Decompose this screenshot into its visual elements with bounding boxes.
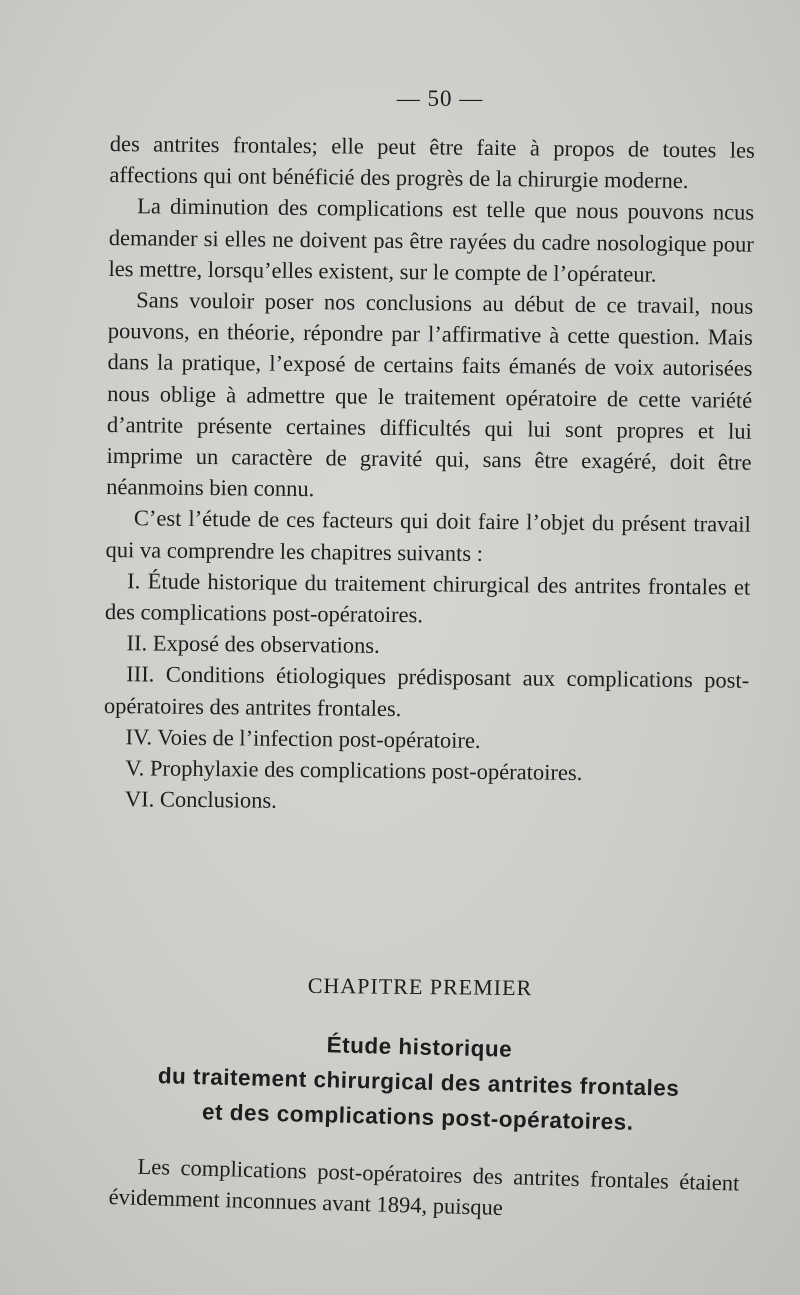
- paragraph: La diminution des complications est telle que nous pouvons ncus demander si elles ne doivent pas être rayées du cadre nosologique pour les mettre, lorsqu’elles existent, sur le compte de l’opérateur.: [108, 193, 755, 287]
- final-text: [108, 1150, 739, 1230]
- chapter-list-item-4: IV. Voies de l’infection post-opératoire.: [125, 724, 481, 753]
- section-title: [107, 1022, 729, 1142]
- section-title-line-1: Étude historique: [326, 1032, 513, 1062]
- chapter-heading: CHAPITRE PREMIER: [307, 972, 533, 1001]
- page-number: — 50 —: [396, 86, 484, 111]
- section-title-line-3: et des complications post-opératoires.: [201, 1099, 634, 1135]
- paragraph: Sans vouloir poser nos conclusions au début de ce travail, nous pouvons, en théorie, répondre par l’affirmative à cette question. Mais dans la pratique, l’exposé de certains faits émanés de voix autorisées nous oblige à admettre que le traitement opératoire de cette variété d’antrite présente certaines difficultés qui lui sont propres et lui imprime un caractère de gravité qui, sans être exagéré, doit être néanmoins bien connu.: [106, 287, 754, 502]
- main-text: [103, 128, 755, 821]
- section-title-line-2: du traitement chirurgical des antrites frontales: [157, 1063, 680, 1101]
- chapter-list-item-6: VI. Conclusions.: [124, 786, 277, 814]
- paragraph: Les complications post-opératoires des antrites frontales étaient évidemment inconnues avant 1894, puisque: [108, 1153, 740, 1221]
- chapter-list-item-2: II. Exposé des observations.: [126, 630, 380, 659]
- paragraph: C’est l’étude de ces facteurs qui doit faire l’objet du présent travail qui va comprendre les chapitres suivants :: [105, 505, 752, 566]
- chapter-list-item-1: I. Étude historique du traitement chirurgical des antrites frontales et des complications post-opératoires.: [104, 568, 751, 628]
- chapter-list-item-3: III. Conditions étiologiques prédisposant aux complications post-opératoires des antrites frontales.: [103, 661, 750, 721]
- paragraph-continuation: des antrites frontales; elle peut être faite à propos de toutes les affections qui ont bénéficié des progrès de la chirurgie moderne.: [109, 130, 755, 194]
- chapter-list-item-5: V. Prophylaxie des complications post-opératoires.: [125, 755, 583, 786]
